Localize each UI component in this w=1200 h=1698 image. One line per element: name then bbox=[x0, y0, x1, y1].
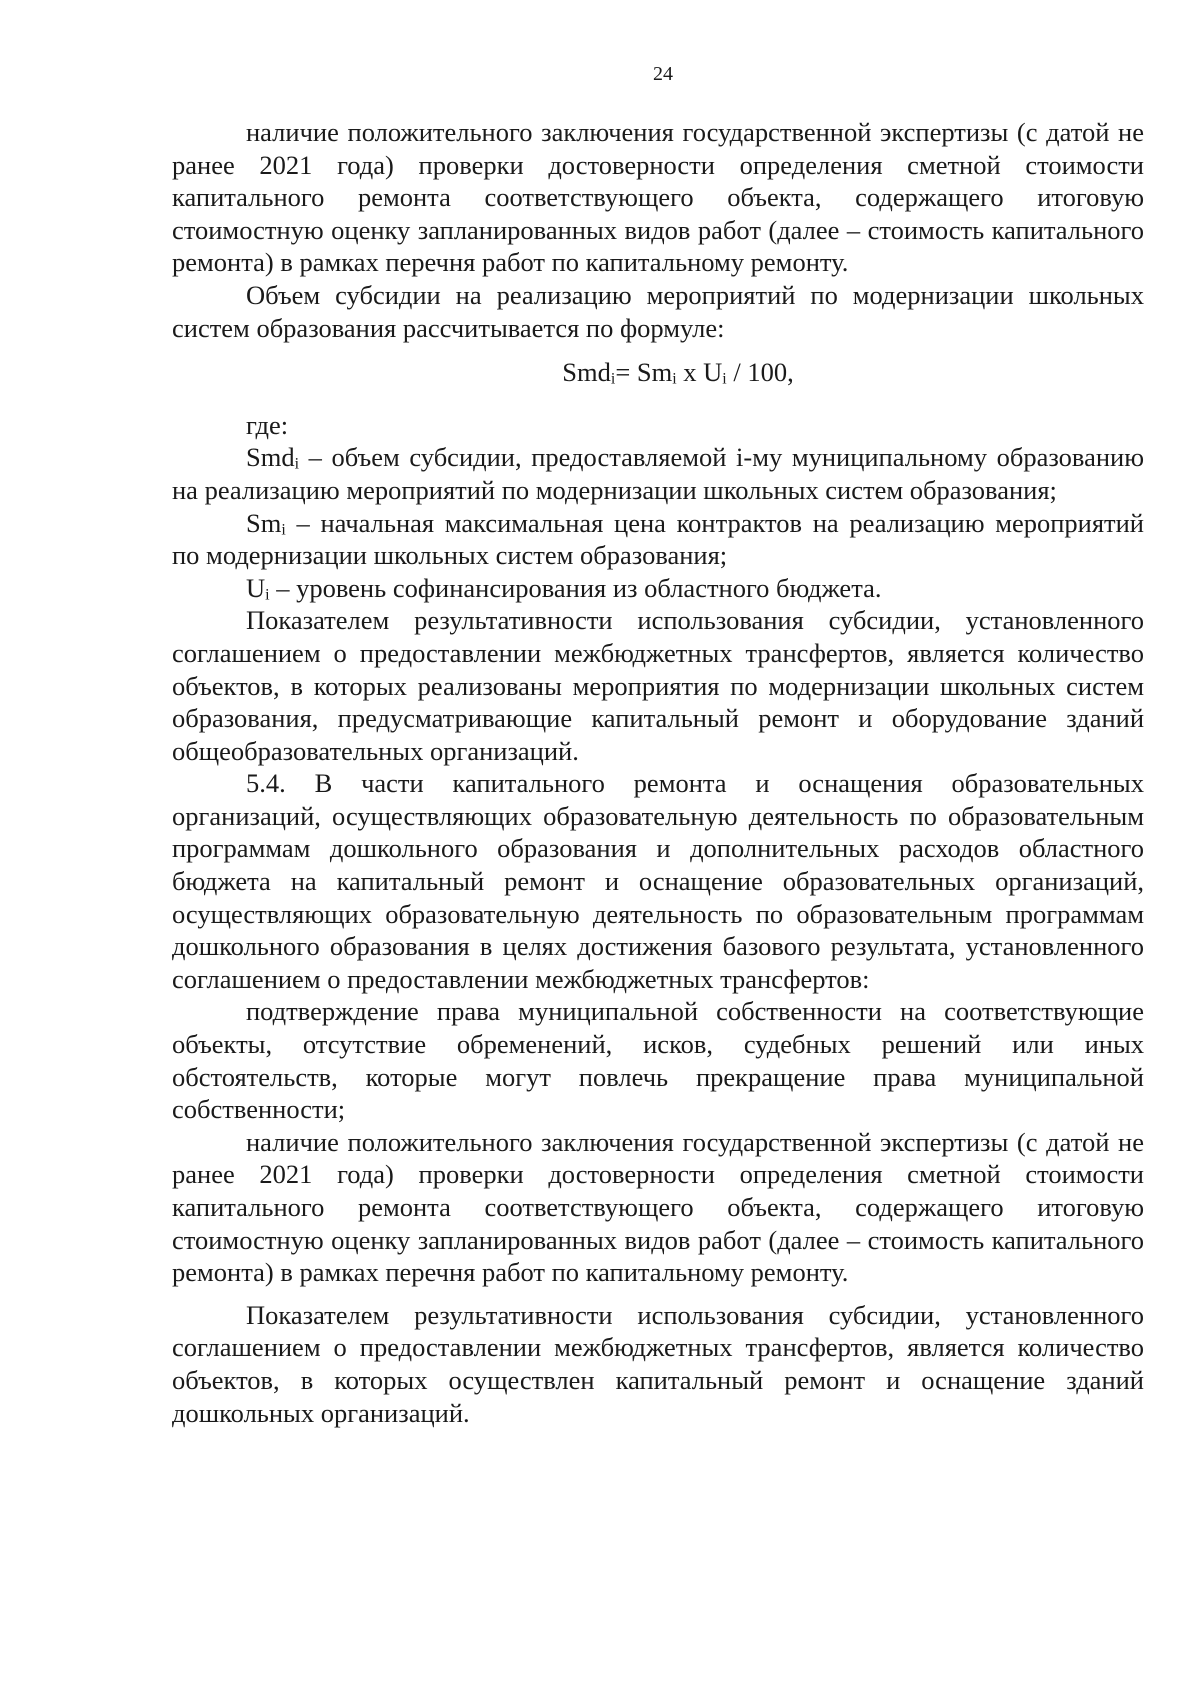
formula-tail: / 100, bbox=[726, 357, 794, 388]
def-u-sub: i bbox=[265, 586, 270, 604]
def-u-symbol: U bbox=[246, 572, 266, 603]
page-number: 24 bbox=[653, 63, 673, 85]
def-sm-sub: i bbox=[281, 520, 286, 538]
formula-smd: Smd bbox=[562, 357, 611, 388]
paragraph-indicator-2: Показателем результативности использования субсидии, установленного соглашением о предоставлении межбюджетных трансфертов, является количество объектов, в которых осуществлен капитальный ремонт и оснащение зданий дошкольных организаций. bbox=[172, 1299, 1144, 1428]
paragraph-where: где: bbox=[246, 409, 289, 440]
def-smd-sub: i bbox=[294, 455, 300, 473]
formula-sub-1: i bbox=[610, 370, 616, 388]
paragraph-expertise-2: наличие положительного заключения государственной экспертизы (с датой не ранее 2021 года) проверки достоверности определения сметной стоимости капитального ремонта соответствующего объекта, содержащего итоговую стоимостную оценку запланированных видов работ (далее – стоимость капитального ремонта) в рамках перечня работ по капитальному ремонту. bbox=[172, 1126, 1144, 1288]
def-sm-text: – начальная максимальная цена контрактов на реализацию мероприятий по модернизации школьных систем образования; bbox=[172, 507, 1144, 571]
document-page bbox=[172, 60, 1144, 1429]
paragraph-def-sm bbox=[172, 507, 1144, 572]
formula-sub-3: i bbox=[722, 370, 727, 388]
def-smd-text: – объем субсидии, предоставляемой i-му муниципальному образованию на реализацию мероприятий по модернизации школьных систем образования; bbox=[172, 442, 1144, 505]
paragraph-section-5-4: 5.4. В части капитального ремонта и оснащения образовательных организаций, осуществляющих образовательную деятельность по образовательным программам дошкольного образования и дополнительных расходов областного бюджета на капитальный ремонт и оснащение образовательных организаций, осуществляющих образовательную деятельность по образовательным программам дошкольного образования в целях достижения базового результата, установленного соглашением о предоставлении межбюджетных трансфертов: bbox=[172, 768, 1144, 994]
def-smd-symbol: Smd bbox=[246, 442, 295, 473]
paragraph-gap bbox=[172, 1289, 1144, 1299]
paragraph-subsidy-volume: Объем субсидии на реализацию мероприятий по модернизации школьных систем образования рассчитывается по формуле: bbox=[172, 279, 1144, 343]
formula-eq: = Sm bbox=[615, 357, 673, 388]
paragraph-def-smd bbox=[172, 441, 1144, 506]
formula-sub-2: i bbox=[672, 370, 677, 388]
paragraph-ownership: подтверждение права муниципальной собственности на соответствующие объекты, отсутствие обременений, исков, судебных решений или иных обстоятельств, которые могут повлечь прекращение права муниципальной собственности; bbox=[172, 996, 1144, 1125]
paragraph-def-u bbox=[172, 572, 1144, 605]
formula bbox=[172, 356, 1144, 389]
paragraph-expertise-1: наличие положительного заключения государственной экспертизы (с датой не ранее 2021 года) проверки достоверности определения сметной стоимости капитального ремонта соответствующего объекта, содержащего итоговую стоимостную оценку запланированных видов работ (далее – стоимость капитального ремонта) в рамках перечня работ по капитальному ремонту. bbox=[172, 117, 1144, 278]
formula-x: x U bbox=[676, 357, 723, 388]
paragraph-indicator-1: Показателем результативности использования субсидии, установленного соглашением о предоставлении межбюджетных трансфертов, является количество объектов, в которых реализованы мероприятия по модернизации школьных систем образования, предусматривающие капитальный ремонт и оборудование зданий общеобразовательных организаций. bbox=[172, 605, 1144, 766]
def-sm-symbol: Sm bbox=[246, 507, 282, 538]
def-u-text: – уровень софинансирования из областного бюджета. bbox=[269, 572, 882, 603]
